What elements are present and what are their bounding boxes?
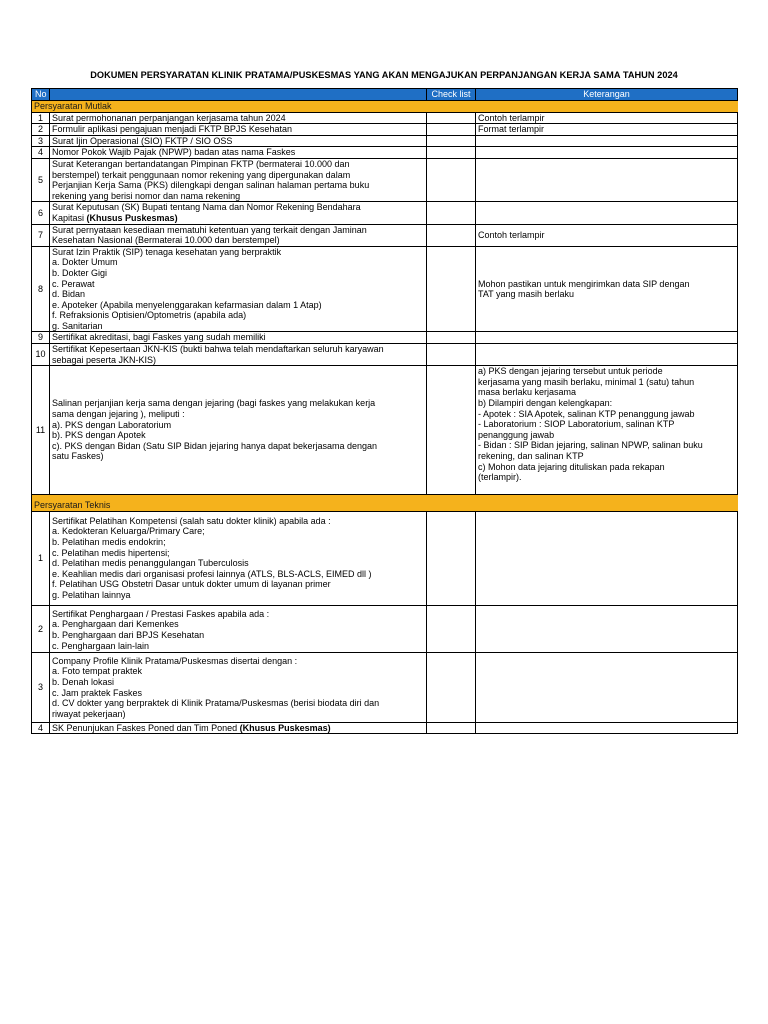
keterangan-line: kerjasama yang masih berlaku, minimal 1 (satu) tahun [478, 376, 695, 387]
keterangan-cell [476, 605, 738, 652]
keterangan-line: Contoh terlampir [478, 112, 545, 123]
requirement-description [50, 147, 427, 159]
description-line: a). PKS dengan Laboratorium [52, 419, 172, 430]
row-number: 2 [32, 605, 50, 652]
description-line: b. Denah lokasi [52, 677, 115, 688]
description-line: Sertifikat Kepesertaan JKN-KIS (bukti bahwa telah mendaftarkan seluruh karyawan [52, 344, 384, 355]
description-line: Surat Ijin Operasional (SIO) FKTP / SIO OSS [52, 135, 233, 146]
description-line: b). PKS dengan Apotek [52, 430, 146, 441]
section-row [32, 495, 738, 512]
checklist-cell[interactable] [427, 511, 476, 605]
table-row [32, 158, 738, 201]
table-row [32, 366, 738, 495]
description-line: d. Pelatihan medis penanggulangan Tuberculosis [52, 558, 249, 569]
requirement-description [50, 224, 427, 246]
description-line: Sertifikat akreditasi, bagi Faskes yang sudah memiliki [52, 332, 266, 343]
description-line: Sertifikat Pelatihan Kompetensi (salah satu dokter klinik) apabila ada : [52, 515, 331, 526]
table-row [32, 605, 738, 652]
description-line: Surat Izin Praktik (SIP) tenaga kesehatan yang berpraktik [52, 246, 282, 257]
description-line: f. Pelatihan USG Obstetri Dasar untuk dokter umum di layanan primer [52, 579, 331, 590]
requirement-description [50, 722, 427, 734]
description-line: berstempel) terkait penggunaan nomor rekening yang dipergunakan dalam [52, 169, 351, 180]
emphasis-note: (Khusus Puskesmas) [239, 722, 331, 733]
keterangan-line: (terlampir). [478, 472, 522, 483]
description-line: a. Dokter Umum [52, 257, 118, 268]
checklist-cell[interactable] [427, 332, 476, 344]
description-line: b. Penghargaan dari BPJS Kesehatan [52, 630, 205, 641]
description-line: b. Dokter Gigi [52, 267, 108, 278]
requirement-description [50, 332, 427, 344]
description-line: Surat pernyataan kesediaan mematuhi ketentuan yang terkait dengan Jaminan [52, 224, 367, 235]
table-row [32, 135, 738, 147]
description-line: Surat Keputusan (SK) Bupati tentang Nama dan Nomor Rekening Bendahara [52, 202, 361, 213]
keterangan-line: Mohon pastikan untuk mengirimkan data SIP dengan [478, 278, 690, 289]
row-number: 4 [32, 147, 50, 159]
row-number: 1 [32, 112, 50, 124]
requirement-description [50, 135, 427, 147]
checklist-cell[interactable] [427, 158, 476, 201]
description-line: Nomor Pokok Wajib Pajak (NPWP) badan atas nama Faskes [52, 147, 296, 158]
table-row [32, 112, 738, 124]
keterangan-cell [476, 124, 738, 136]
description-line: satu Faskes) [52, 451, 104, 462]
table-row [32, 332, 738, 344]
row-number: 3 [32, 652, 50, 722]
description-line: b. Pelatihan medis endokrin; [52, 537, 166, 548]
section-row [32, 101, 738, 113]
description-line: SK Penunjukan Faskes Poned dan Tim Poned [52, 722, 240, 733]
requirement-description [50, 511, 427, 605]
section-label: Persyaratan Teknis [32, 495, 738, 512]
keterangan-line: c) Mohon data jejaring dituliskan pada rekapan [478, 461, 665, 472]
description-line: Surat Keterangan bertandatangan Pimpinan FKTP (bermaterai 10.000 dan [52, 158, 350, 169]
table-row [32, 722, 738, 734]
description-line: Company Profile Klinik Pratama/Puskesmas disertai dengan : [52, 655, 298, 666]
checklist-cell[interactable] [427, 366, 476, 495]
row-number: 5 [32, 158, 50, 201]
description-line: e. Keahlian medis dari organisasi profesi lainnya (ATLS, BLS-ACLS, EIMED dll ) [52, 568, 372, 579]
row-number: 10 [32, 344, 50, 366]
checklist-cell[interactable] [427, 605, 476, 652]
description-line: Formulir aplikasi pengajuan menjadi FKTP BPJS Kesehatan [52, 124, 292, 135]
keterangan-cell [476, 202, 738, 224]
keterangan-line: - Laboratorium : SIOP Laboratorium, salinan KTP [478, 419, 675, 430]
requirement-description [50, 366, 427, 495]
table-row [32, 511, 738, 605]
description-line-wrap [52, 213, 424, 224]
keterangan-line: Format terlampir [478, 124, 545, 135]
keterangan-cell [476, 366, 738, 495]
checklist-cell[interactable] [427, 722, 476, 734]
checklist-cell[interactable] [427, 135, 476, 147]
requirement-description [50, 246, 427, 332]
keterangan-line: TAT yang masih berlaku [478, 289, 575, 300]
description-line: Kesehatan Nasional (Bermaterai 10.000 dan berstempel) [52, 235, 280, 246]
table-header-row [32, 89, 738, 101]
description-line: Sertifikat Penghargaan / Prestasi Faskes apabila ada : [52, 608, 270, 619]
row-number: 3 [32, 135, 50, 147]
document-title: DOKUMEN PERSYARATAN KLINIK PRATAMA/PUSKESMAS YANG AKAN MENGAJUKAN PERPANJANGAN KERJA SAMA TAHUN 2024 [90, 70, 678, 80]
description-line: rekening yang berisi nomor dan nama rekening [52, 190, 241, 201]
header-description [50, 89, 427, 101]
keterangan-cell [476, 112, 738, 124]
description-line: g. Sanitarian [52, 320, 103, 331]
row-number: 6 [32, 202, 50, 224]
checklist-cell[interactable] [427, 202, 476, 224]
row-number: 1 [32, 511, 50, 605]
description-line: Surat permohonanan perpanjangan kerjasama tahun 2024 [52, 112, 286, 123]
description-line: c. Jam praktek Faskes [52, 687, 143, 698]
requirement-description [50, 124, 427, 136]
keterangan-cell [476, 652, 738, 722]
table-row [32, 344, 738, 366]
keterangan-line: - Bidan : SIP Bidan jejaring, salinan NPWP, salinan buku [478, 440, 703, 451]
row-number: 11 [32, 366, 50, 495]
keterangan-line: rekening, dan salinan KTP [478, 451, 584, 461]
description-line: c. Penghargaan lain-lain [52, 640, 150, 651]
description-line: Perjanjian Kerja Sama (PKS) dilengkapi dengan salinan halaman pertama buku [52, 180, 370, 191]
description-line: a. Kedokteran Keluarga/Primary Care; [52, 526, 205, 537]
checklist-cell[interactable] [427, 147, 476, 159]
description-line: Salinan perjanjian kerja sama dengan jejaring (bagi faskes yang melakukan kerja [52, 398, 376, 409]
table-row [32, 124, 738, 136]
keterangan-cell [476, 224, 738, 246]
requirement-description [50, 344, 427, 366]
requirements-table [31, 88, 738, 734]
description-line: f. Refraksionis Optisien/Optometris (apabila ada) [52, 310, 247, 321]
keterangan-cell [476, 722, 738, 734]
description-line: a. Foto tempat praktek [52, 666, 143, 677]
keterangan-cell [476, 147, 738, 159]
keterangan-line: a) PKS dengan jejaring tersebut untuk periode [478, 366, 663, 377]
header-checklist: Check list [427, 89, 476, 101]
requirement-description [50, 605, 427, 652]
checklist-cell[interactable] [427, 344, 476, 366]
description-line: a. Penghargaan dari Kemenkes [52, 619, 179, 630]
table-row [32, 652, 738, 722]
keterangan-cell [476, 135, 738, 147]
table-row [32, 224, 738, 246]
description-line: c. Pelatihan medis hipertensi; [52, 547, 170, 558]
checklist-cell[interactable] [427, 124, 476, 136]
keterangan-cell [476, 332, 738, 344]
keterangan-line: - Apotek : SIA Apotek, salinan KTP penanggung jawab [478, 408, 695, 419]
keterangan-line: Contoh terlampir [478, 229, 545, 240]
checklist-cell[interactable] [427, 246, 476, 332]
description-line: Kapitasi [52, 212, 87, 223]
keterangan-cell [476, 158, 738, 201]
description-line: riwayat pekerjaan) [52, 708, 126, 719]
description-line: sama dengan jejaring ), meliputi : [52, 409, 185, 420]
description-line: c. Perawat [52, 278, 95, 289]
requirement-description [50, 202, 427, 224]
description-line: d. CV dokter yang berpraktek di Klinik Pratama/Puskesmas (berisi biodata diri dan [52, 698, 380, 709]
requirement-description [50, 158, 427, 201]
keterangan-line: penanggung jawab [478, 429, 555, 440]
row-number: 9 [32, 332, 50, 344]
requirement-description [50, 112, 427, 124]
keterangan-cell [476, 246, 738, 332]
table-row [32, 202, 738, 224]
row-number: 2 [32, 124, 50, 136]
keterangan-line: b) Dilampiri dengan kelengkapan: [478, 398, 613, 409]
description-line: e. Apoteker (Apabila menyelenggarakan kefarmasian dalam 1 Atap) [52, 299, 322, 310]
emphasis-note: (Khusus Puskesmas) [86, 212, 178, 223]
description-line-wrap [52, 723, 424, 734]
section-label: Persyaratan Mutlak [32, 101, 738, 113]
header-keterangan: Keterangan [476, 89, 738, 101]
table-row [32, 246, 738, 332]
checklist-cell[interactable] [427, 112, 476, 124]
description-line: sebagai peserta JKN-KIS) [52, 354, 157, 365]
keterangan-cell [476, 344, 738, 366]
checklist-cell[interactable] [427, 224, 476, 246]
description-line: d. Bidan [52, 289, 86, 300]
row-number: 4 [32, 722, 50, 734]
table-row [32, 147, 738, 159]
keterangan-line: masa berlaku kerjasama [478, 387, 577, 398]
checklist-cell[interactable] [427, 652, 476, 722]
keterangan-cell [476, 511, 738, 605]
row-number: 8 [32, 246, 50, 332]
row-number: 7 [32, 224, 50, 246]
description-line: g. Pelatihan lainnya [52, 590, 131, 600]
requirement-description [50, 652, 427, 722]
description-line: c). PKS dengan Bidan (Satu SIP Bidan jejaring hanya dapat bekerjasama dengan [52, 440, 378, 451]
header-no: No [32, 89, 50, 101]
